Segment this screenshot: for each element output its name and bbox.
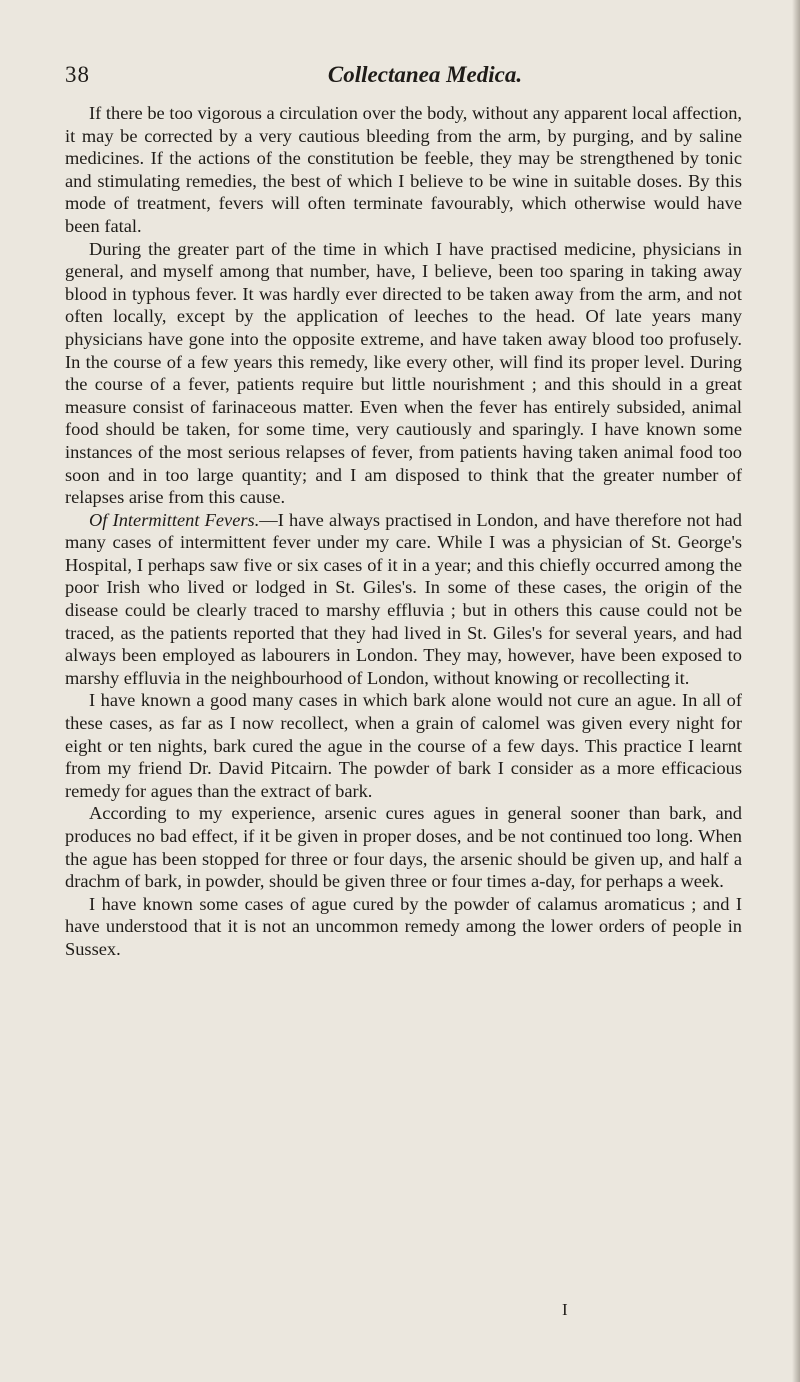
body-text [65, 102, 742, 961]
paragraph-text: I have known a good many cases in which bark alone would not cure an ague. In all of these cases, as far as I now recollect, when a grain of calomel was given every night for eight or ten nights, bark cured the ague in the course of a few days. This practice I learnt from my friend Dr. David Pitcairn. The powder of bark I consider as a more efficacious remedy for agues than the extract of bark. [65, 690, 742, 801]
page-number: 38 [65, 62, 90, 87]
paragraph-text: According to my experience, arsenic cures agues in general sooner than bark, and produces no bad effect, if it be given in proper doses, and be not continued too long. When the ague has been stopped for three or four days, the arsenic should be given up, and half a drachm of bark, in powder, should be given three or four times a-day, for perhaps a week. [65, 803, 742, 892]
running-head [65, 62, 745, 92]
signature-mark: I [562, 1300, 568, 1319]
paragraph-calamus [65, 893, 742, 961]
paragraph-intermittent-fevers [65, 509, 742, 690]
paragraph-text: During the greater part of the time in which I have practised medicine, physicians in general, and myself among that number, have, I believe, been too sparing in taking away blood in typhous fever. It was hardly ever directed to be taken away from the arm, and not often locally, except by the application of leeches to the head. Of late years many physicians have gone into the opposite extreme, and have taken away blood too profusely. In the course of a few years this remedy, like every other, will find its proper level. During the course of a fever, patients require but little nourishment ; and this should in a great measure consist of farinaceous matter. Even when the fever has entirely subsided, animal food should be taken, for some time, very cautiously and sparingly. I have known some instances of the most serious relapses of fever, from patients having taken animal food too soon and in too large quantity; and I am disposed to think that the greater number of relapses arise from this cause. [65, 238, 742, 508]
page-edge-shadow [792, 0, 800, 1382]
paragraph-circulation [65, 102, 742, 238]
paragraph-text: I have known some cases of ague cured by the powder of calamus aromaticus ; and I have understood that it is not an uncommon remedy among the lower orders of people in Sussex. [65, 893, 742, 959]
paragraph-blood-letting [65, 238, 742, 509]
section-heading: Of Intermittent Fevers. [89, 509, 260, 530]
journal-title: Collectanea Medica. [327, 62, 523, 87]
paragraph-arsenic [65, 802, 742, 892]
paragraph-text: If there be too vigorous a circulation over the body, without any apparent local affection, it may be corrected by a very cautious bleeding from the arm, by purging, and by saline medicines. If the actions of the constitution be feeble, they may be strengthened by tonic and stimulating remedies, the best of which I believe to be wine in suitable doses. By this mode of treatment, fevers will often terminate favourably, which otherwise would have been fatal. [65, 103, 742, 236]
paragraph-bark [65, 689, 742, 802]
paragraph-text: —I have always practised in London, and have therefore not had many cases of intermittent fever under my care. While I was a physician of St. George's Hospital, I perhaps saw five or six cases of it in a year; and this chiefly occurred among the poor Irish who lived or lodged in St. Giles's. In some of these cases, the origin of the disease could be clearly traced to marshy effluvia ; but in others this cause could not be traced, as the patients reported that they had lived in St. Giles's for several years, and had always been employed as labourers in London. They may, however, have been exposed to marshy effluvia in the neighbourhood of London, without knowing or recollecting it. [65, 509, 742, 688]
